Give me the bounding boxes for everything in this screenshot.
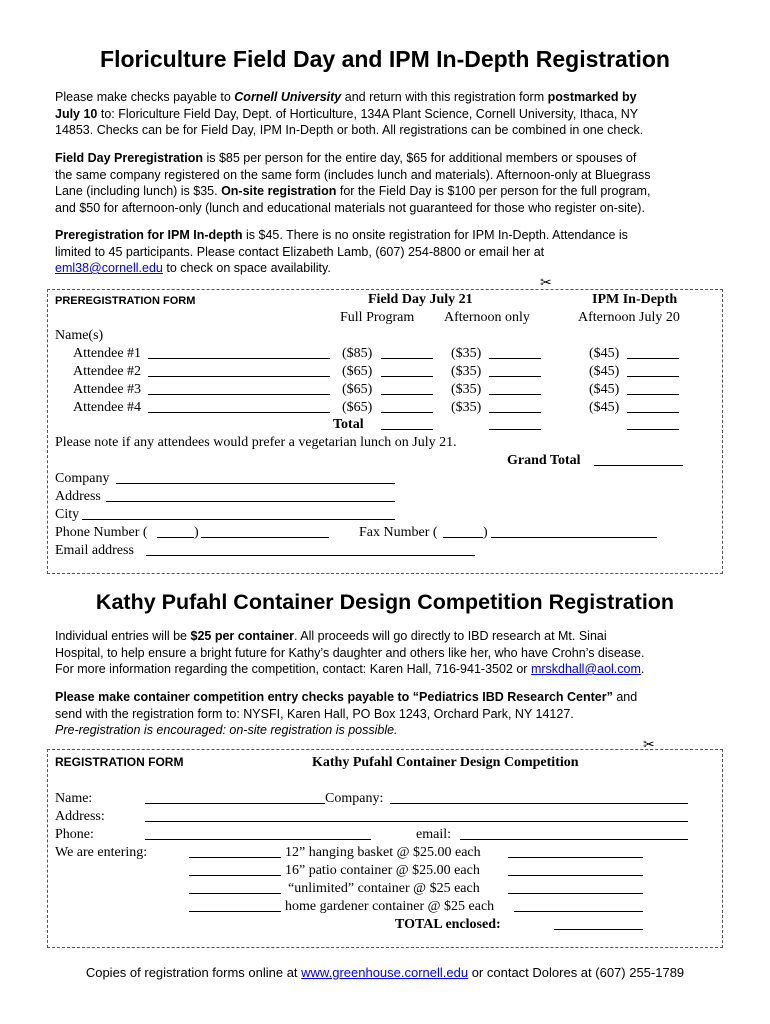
email-label: Email address bbox=[55, 543, 134, 558]
vegetarian-note: Please note if any attendees would prefer a vegetarian lunch on July 21. bbox=[55, 435, 457, 450]
payee-name: Cornell University bbox=[234, 90, 342, 104]
name-field[interactable] bbox=[145, 792, 325, 804]
city-label: City bbox=[55, 507, 80, 522]
fieldday-text: Lane (including lunch) is $35. bbox=[55, 184, 222, 198]
attendee-2-label: Attendee #2 bbox=[73, 364, 142, 379]
form2-heading: REGISTRATION FORM bbox=[55, 755, 184, 769]
item-patio-container: 16” patio container @ $25.00 each bbox=[285, 863, 480, 878]
item-unlimited-container: “unlimited” container @ $25 each bbox=[288, 881, 480, 896]
patio-container-amount-field[interactable] bbox=[508, 864, 643, 876]
competition-title: Kathy Pufahl Container Design Competition Registration bbox=[95, 590, 675, 614]
intro-paragraph bbox=[55, 89, 720, 139]
fax-number-field[interactable] bbox=[491, 526, 657, 538]
checks-payable: Please make container competition entry checks payable to “Pediatrics IBD Research Center” bbox=[55, 690, 613, 704]
col-ipm-sub: Afternoon July 20 bbox=[578, 310, 680, 325]
email-link[interactable]: eml38@cornell.edu bbox=[55, 261, 163, 275]
competition-text: Individual entries will be bbox=[55, 629, 191, 643]
hanging-basket-amount-field[interactable] bbox=[508, 846, 643, 858]
intro-text: to: Floriculture Field Day, Dept. of Horticulture, 134A Plant Science, Cornell University, Ithaca, NY bbox=[97, 106, 639, 121]
total-full-field[interactable] bbox=[381, 418, 433, 430]
attendee-4-ipm-field[interactable] bbox=[627, 401, 679, 413]
preregistration-note: Pre-registration is encouraged: on-site registration is possible. bbox=[55, 723, 398, 737]
attendee-4-name-field[interactable] bbox=[148, 401, 330, 413]
phone-number-field[interactable] bbox=[201, 526, 329, 538]
company-field-2[interactable] bbox=[390, 792, 688, 804]
total-label: Total bbox=[333, 417, 364, 432]
attendee-1-label: Attendee #1 bbox=[73, 346, 142, 361]
footer-text: or contact Dolores at (607) 255-1789 bbox=[468, 965, 685, 980]
home-gardener-qty-field[interactable] bbox=[189, 900, 281, 912]
attendee-2-ipm-price: ($45) bbox=[589, 364, 620, 379]
attendee-1-afternoon-price: ($35) bbox=[451, 346, 482, 361]
address-field[interactable] bbox=[106, 490, 395, 502]
company-label-2: Company: bbox=[325, 791, 384, 806]
fax-area-code-field[interactable] bbox=[443, 526, 483, 538]
grand-total-field[interactable] bbox=[594, 454, 683, 466]
checks-text: send with the registration form to: NYSFI, Karen Hall, PO Box 1243, Orchard Park, NY 14127. bbox=[55, 706, 574, 721]
fieldday-text: for the Field Day is $100 per person for the full program, bbox=[336, 184, 651, 198]
attendee-1-ipm-field[interactable] bbox=[627, 347, 679, 359]
company-label: Company bbox=[55, 471, 110, 486]
attendee-2-ipm-field[interactable] bbox=[627, 365, 679, 377]
attendee-1-full-field[interactable] bbox=[381, 347, 433, 359]
attendee-3-full-field[interactable] bbox=[381, 383, 433, 395]
hanging-basket-qty-field[interactable] bbox=[189, 846, 281, 858]
competition-text: For more information regarding the competition, contact: Karen Hall, 716-941-3502 or bbox=[55, 662, 531, 676]
address-label: Address bbox=[55, 489, 101, 504]
onsite-heading: On-site registration bbox=[221, 184, 337, 198]
website-link[interactable]: www.greenhouse.cornell.edu bbox=[301, 965, 469, 980]
fax-label: Fax Number ( bbox=[359, 525, 438, 540]
competition-text: . All proceeds will go directly to IBD research at Mt. Sinai bbox=[294, 629, 607, 643]
attendee-4-ipm-price: ($45) bbox=[589, 400, 620, 415]
attendee-3-label: Attendee #3 bbox=[73, 382, 142, 397]
attendee-2-full-field[interactable] bbox=[381, 365, 433, 377]
scissors-icon: ✂ bbox=[643, 736, 655, 752]
footer bbox=[0, 965, 770, 980]
total-enclosed-field[interactable] bbox=[554, 918, 643, 930]
checks-text: and bbox=[612, 690, 638, 704]
name-label: Name: bbox=[55, 791, 93, 806]
ipm-heading: Preregistration for IPM In-depth bbox=[55, 228, 243, 242]
company-field[interactable] bbox=[116, 472, 395, 484]
attendee-4-full-price: ($65) bbox=[342, 400, 373, 415]
city-field[interactable] bbox=[82, 508, 395, 520]
total-ipm-field[interactable] bbox=[627, 418, 679, 430]
contact-email-link[interactable]: mrskdhall@aol.com bbox=[530, 662, 641, 676]
fax-paren: ) bbox=[483, 525, 488, 540]
competition-text: . bbox=[640, 662, 645, 676]
competition-text: Hospital, to help ensure a bright future for Kathy’s daughter and others like her, who have Crohn’s disease. bbox=[55, 645, 645, 660]
competition-paragraph bbox=[55, 628, 720, 678]
ipm-text: to check on space availability. bbox=[162, 261, 331, 275]
email-field-2[interactable] bbox=[460, 828, 688, 840]
item-hanging-basket: 12” hanging basket @ $25.00 each bbox=[285, 845, 481, 860]
address-label-2: Address: bbox=[55, 809, 105, 824]
phone-paren: ) bbox=[194, 525, 199, 540]
fieldday-text: the same company registered on the same form (includes lunch and materials). Afternoon-only at Bluegrass bbox=[55, 167, 651, 182]
attendee-3-name-field[interactable] bbox=[148, 383, 330, 395]
attendee-4-full-field[interactable] bbox=[381, 401, 433, 413]
form1-heading: PREREGISTRATION FORM bbox=[55, 295, 196, 307]
form2-title: Kathy Pufahl Container Design Competition bbox=[312, 755, 579, 770]
home-gardener-amount-field[interactable] bbox=[514, 900, 643, 912]
ipm-paragraph bbox=[55, 227, 720, 277]
address-field-2[interactable] bbox=[145, 810, 688, 822]
deadline: July 10 bbox=[55, 106, 98, 121]
col-full-program: Full Program bbox=[340, 310, 415, 325]
entering-label: We are entering: bbox=[55, 845, 148, 860]
fieldday-heading: Field Day Preregistration bbox=[55, 151, 203, 165]
item-home-gardener: home gardener container @ $25 each bbox=[285, 899, 495, 914]
unlimited-container-qty-field[interactable] bbox=[189, 882, 281, 894]
fieldday-paragraph bbox=[55, 150, 720, 216]
attendee-3-full-price: ($65) bbox=[342, 382, 373, 397]
attendee-1-ipm-price: ($45) bbox=[589, 346, 620, 361]
fieldday-text: is $85 per person for the entire day, $65 for additional members or spouses of bbox=[202, 151, 637, 165]
attendee-2-name-field[interactable] bbox=[148, 365, 330, 377]
email-label-2: email: bbox=[416, 827, 451, 842]
footer-text: Copies of registration forms online at bbox=[85, 965, 302, 980]
attendee-3-afternoon-field[interactable] bbox=[489, 383, 541, 395]
ipm-text: limited to 45 participants. Please contact Elizabeth Lamb, (607) 254-8800 or email her at bbox=[55, 244, 545, 259]
entry-price: $25 per container bbox=[190, 629, 295, 643]
total-afternoon-field[interactable] bbox=[489, 418, 541, 430]
attendee-2-afternoon-price: ($35) bbox=[451, 364, 482, 379]
phone-area-code-field[interactable] bbox=[157, 526, 194, 538]
attendee-1-full-price: ($85) bbox=[342, 346, 373, 361]
attendee-1-afternoon-field[interactable] bbox=[489, 347, 541, 359]
patio-container-qty-field[interactable] bbox=[189, 864, 281, 876]
total-enclosed-label: TOTAL enclosed: bbox=[395, 917, 501, 932]
col-afternoon-only: Afternoon only bbox=[444, 310, 530, 325]
attendee-4-afternoon-field[interactable] bbox=[489, 401, 541, 413]
email-field[interactable] bbox=[146, 544, 475, 556]
names-label: Name(s) bbox=[55, 328, 104, 343]
attendee-4-label: Attendee #4 bbox=[73, 400, 142, 415]
attendee-3-ipm-price: ($45) bbox=[589, 382, 620, 397]
fieldday-text: and $50 for afternoon-only (lunch and educational materials not guaranteed for those who register on-site). bbox=[55, 200, 645, 215]
ipm-text: is $45. There is no onsite registration for IPM In-Depth. Attendance is bbox=[242, 228, 628, 242]
page-title: Floriculture Field Day and IPM In-Depth Registration bbox=[100, 46, 670, 72]
col-ipm: IPM In-Depth bbox=[592, 292, 678, 307]
phone-field-2[interactable] bbox=[145, 828, 371, 840]
intro-text: Please make checks payable to bbox=[55, 90, 235, 104]
scissors-icon: ✂ bbox=[540, 274, 552, 290]
unlimited-container-amount-field[interactable] bbox=[508, 882, 643, 894]
postmark-label: postmarked by bbox=[547, 90, 637, 104]
attendee-2-afternoon-field[interactable] bbox=[489, 365, 541, 377]
attendee-1-name-field[interactable] bbox=[148, 347, 330, 359]
phone-label: Phone Number ( bbox=[55, 525, 148, 540]
attendee-2-full-price: ($65) bbox=[342, 364, 373, 379]
attendee-3-afternoon-price: ($35) bbox=[451, 382, 482, 397]
attendee-4-afternoon-price: ($35) bbox=[451, 400, 482, 415]
grand-total-label: Grand Total bbox=[507, 453, 581, 468]
intro-text: 14853. Checks can be for Field Day, IPM In-Depth or both. All registrations can be combined in one check. bbox=[55, 123, 644, 137]
col-fieldday: Field Day July 21 bbox=[368, 292, 473, 307]
intro-text: and return with this registration form bbox=[341, 90, 548, 104]
phone-label-2: Phone: bbox=[55, 827, 94, 842]
attendee-3-ipm-field[interactable] bbox=[627, 383, 679, 395]
checks-paragraph bbox=[55, 689, 720, 739]
